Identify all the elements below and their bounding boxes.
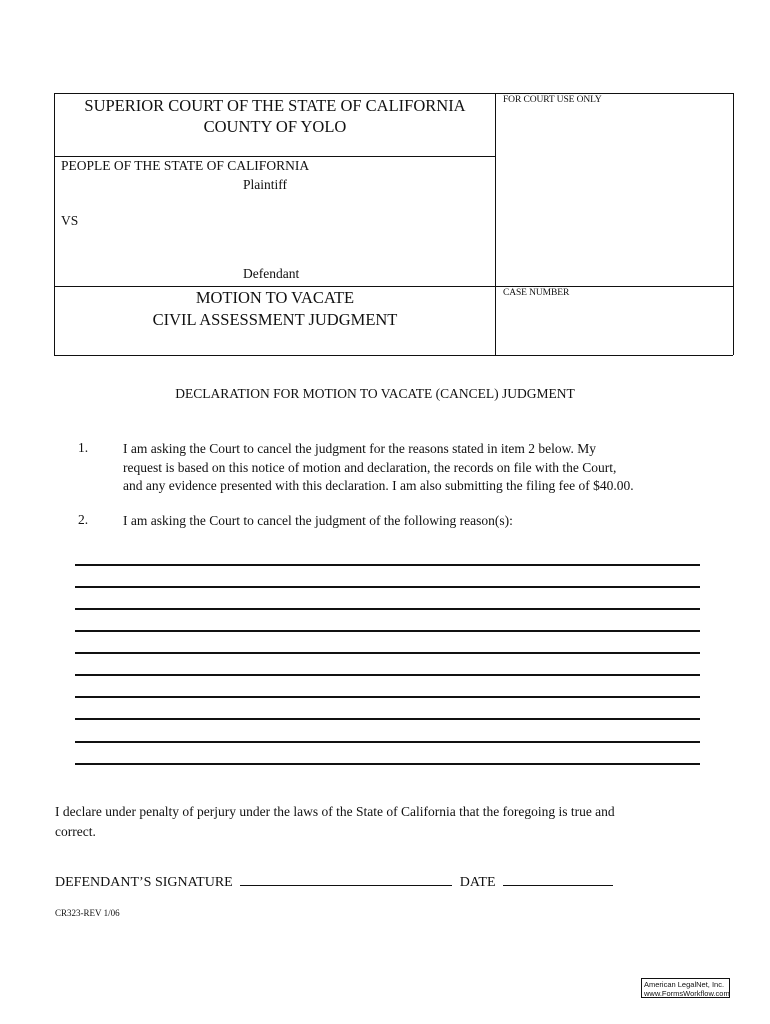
signature-row bbox=[55, 873, 613, 891]
vendor-stamp bbox=[641, 978, 730, 998]
item-1-line: I am asking the Court to cancel the judgment for the reasons stated in item 2 below. My bbox=[123, 441, 597, 456]
plaintiff-label: Plaintiff bbox=[243, 177, 288, 192]
form-code: CR323-REV 1/06 bbox=[55, 908, 120, 918]
perjury-line2: correct. bbox=[55, 824, 96, 839]
reason-answer-line[interactable] bbox=[75, 763, 700, 765]
caption-top-border bbox=[54, 93, 733, 94]
versus-label: VS bbox=[61, 213, 79, 228]
reason-answer-line[interactable] bbox=[75, 652, 700, 654]
vendor-name: American LegalNet, Inc. bbox=[644, 980, 725, 989]
signature-label: DEFENDANT’S SIGNATURE bbox=[55, 875, 233, 890]
reason-answer-line[interactable] bbox=[75, 741, 700, 743]
item-1-line: request is based on this notice of motion and declaration, the records on file with the Court, bbox=[123, 459, 617, 475]
caption-bottom-border bbox=[54, 355, 733, 356]
plaintiff-name: PEOPLE OF THE STATE OF CALIFORNIA bbox=[61, 158, 310, 173]
vendor-url: www.FormsWorkflow.com bbox=[644, 989, 730, 998]
declaration-heading: DECLARATION FOR MOTION TO VACATE (CANCEL) JUDGMENT bbox=[175, 386, 575, 401]
date-label: DATE bbox=[459, 875, 496, 890]
reason-answer-line[interactable] bbox=[75, 630, 700, 632]
perjury-statement bbox=[55, 802, 705, 842]
motion-title-line2: CIVIL ASSESSMENT JUDGMENT bbox=[152, 310, 398, 329]
date-field[interactable] bbox=[503, 873, 613, 886]
item-1-text bbox=[123, 440, 713, 496]
court-name-line2: COUNTY OF YOLO bbox=[203, 117, 347, 136]
defendant-label: Defendant bbox=[243, 266, 300, 281]
reason-answer-line[interactable] bbox=[75, 608, 700, 610]
reason-answer-line[interactable] bbox=[75, 674, 700, 676]
item-2-number: 2. bbox=[78, 512, 89, 527]
reason-answer-line[interactable] bbox=[75, 586, 700, 588]
signature-field[interactable] bbox=[240, 873, 452, 886]
case-number-label: CASE NUMBER bbox=[503, 288, 570, 298]
item-1-line: and any evidence presented with this declaration. I am also submitting the filing fee of $40.00. bbox=[123, 478, 634, 493]
perjury-line1: I declare under penalty of perjury under the laws of the State of California that the foregoing is true and bbox=[55, 804, 615, 819]
reason-answer-line[interactable] bbox=[75, 696, 700, 698]
item-1-number: 1. bbox=[78, 440, 89, 455]
motion-title bbox=[55, 287, 495, 331]
motion-title-line1: MOTION TO VACATE bbox=[195, 288, 355, 307]
caption-center-divider bbox=[495, 93, 496, 355]
court-use-only-label: FOR COURT USE ONLY bbox=[503, 95, 602, 105]
reason-answer-line[interactable] bbox=[75, 718, 700, 720]
item-2-text: I am asking the Court to cancel the judgment of the following reason(s): bbox=[123, 513, 513, 528]
court-name bbox=[55, 95, 495, 137]
caption-right-border bbox=[733, 93, 734, 355]
reason-answer-line[interactable] bbox=[75, 564, 700, 566]
court-name-line1: SUPERIOR COURT OF THE STATE OF CALIFORNIA bbox=[84, 96, 466, 115]
